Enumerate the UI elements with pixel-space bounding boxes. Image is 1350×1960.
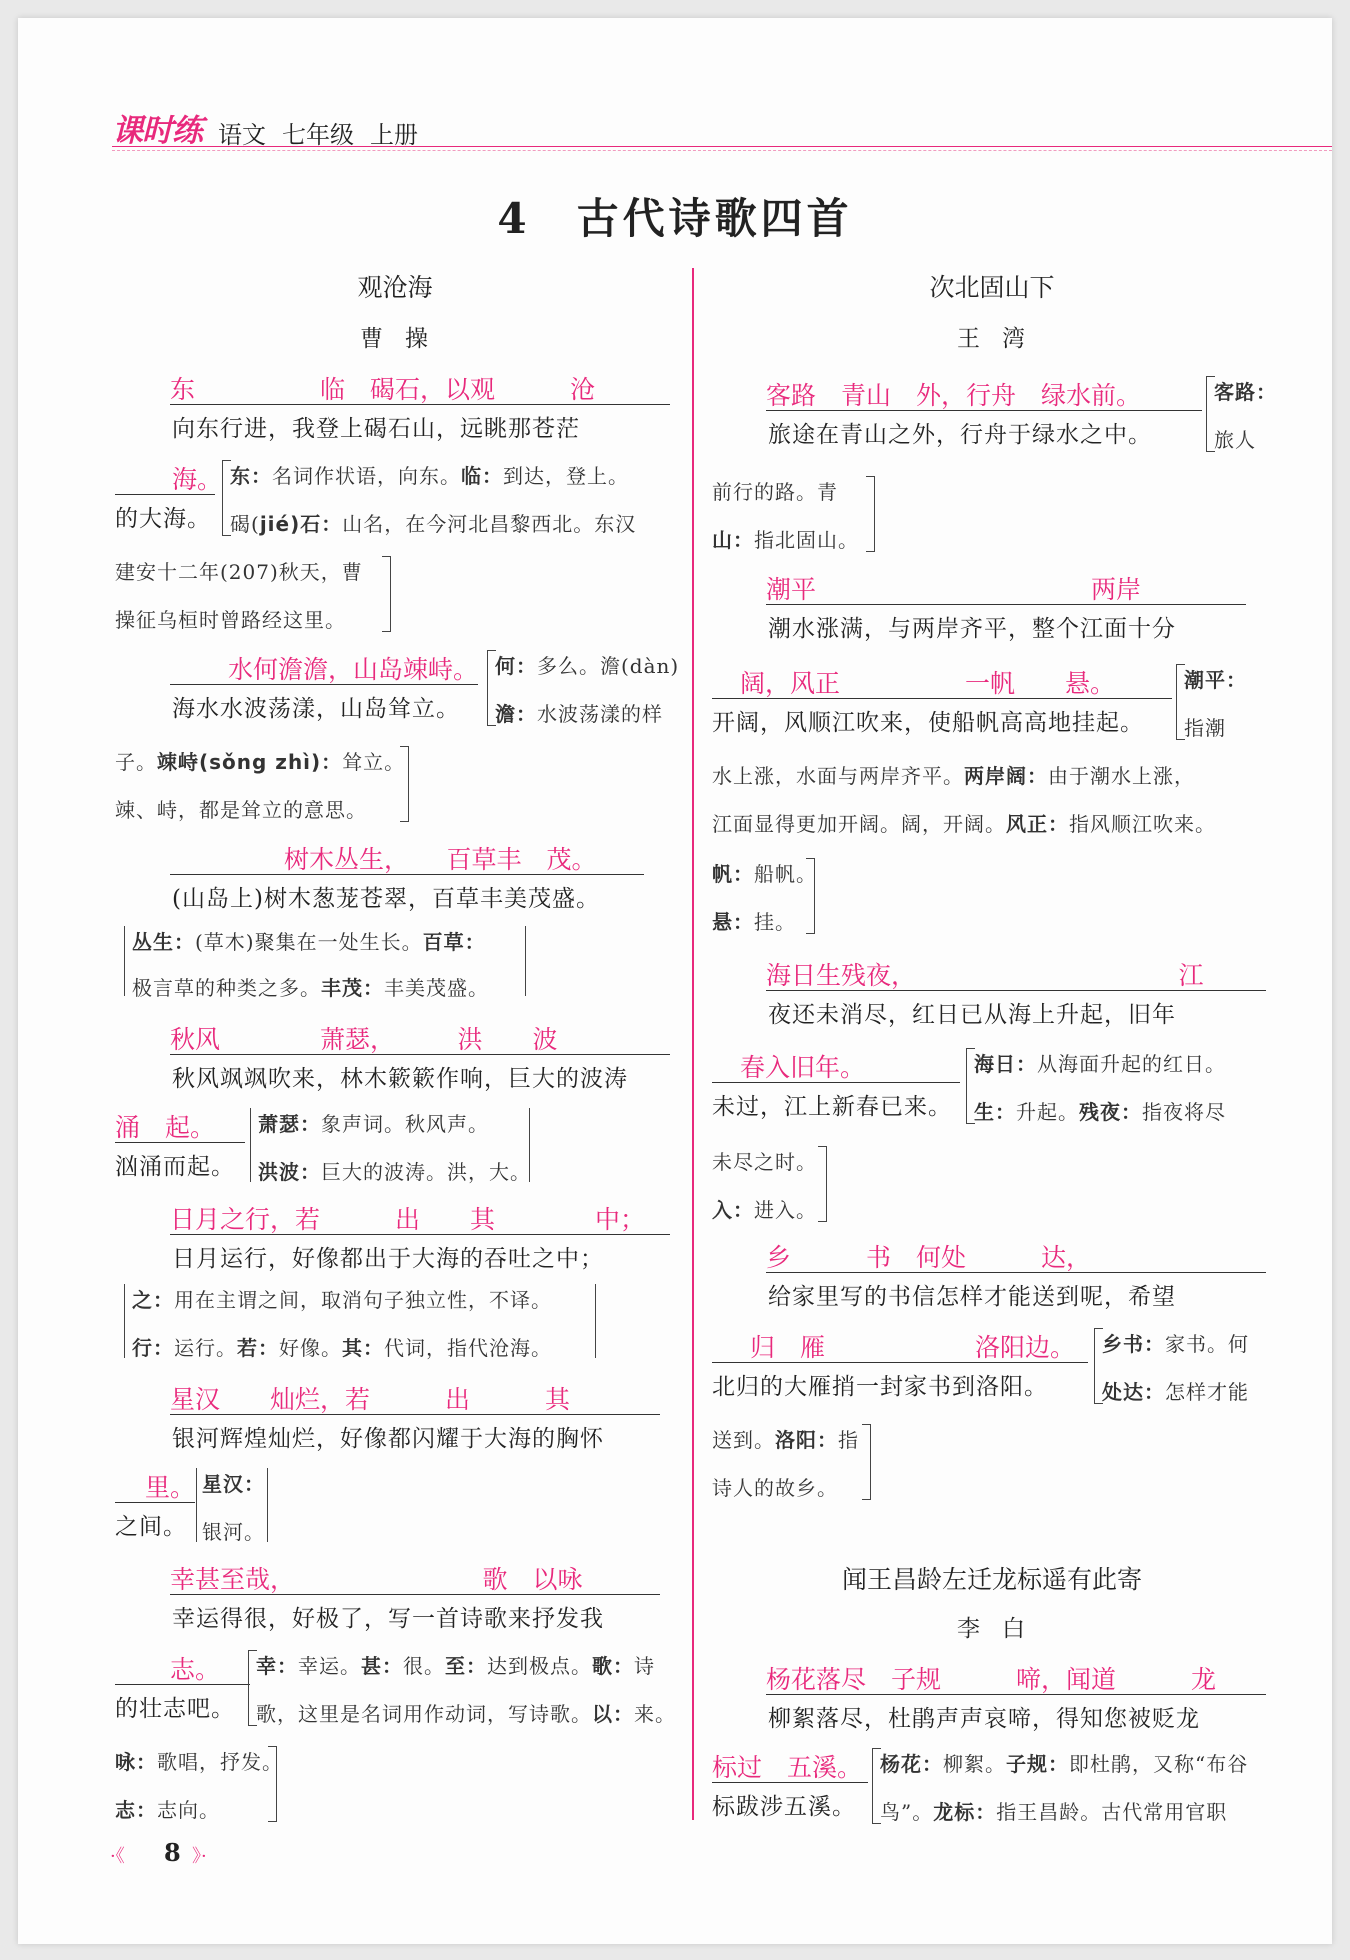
original-line: 里。 xyxy=(145,1473,196,1502)
original-line: 幸甚至哉， 歌 以咏 xyxy=(170,1565,583,1594)
annotation: 操征乌桓时曾路经这里。 xyxy=(115,608,346,632)
annotation: 海日：从海面升起的红日。 xyxy=(974,1052,1226,1076)
original-line: 海。 xyxy=(172,465,223,494)
column-divider xyxy=(692,268,694,1820)
underline xyxy=(766,410,1202,411)
underline xyxy=(712,1362,1088,1363)
original-line: 杨花落尽 子规 啼，闻道 龙 xyxy=(766,1665,1217,1694)
translation-line: 柳絮落尽，杜鹃声声哀啼，得知您被贬龙 xyxy=(768,1706,1200,1732)
underline xyxy=(115,1684,250,1685)
annotation: 建安十二年(207)秋天，曹 xyxy=(115,560,363,584)
annotation: 幸：幸运。甚：很。至：达到极点。歌：诗 xyxy=(256,1654,655,1678)
annotation: 乡书：家书。何 xyxy=(1102,1332,1249,1356)
underline xyxy=(170,874,644,875)
note-bracket xyxy=(862,1424,871,1500)
original-line: 标过 五溪。 xyxy=(712,1753,863,1782)
running-header xyxy=(112,110,418,150)
header-grade: 七年级 xyxy=(282,121,354,149)
underline xyxy=(712,698,1172,699)
translation-line: 之间。 xyxy=(115,1514,187,1540)
translation-line: 标跋涉五溪。 xyxy=(712,1794,856,1820)
brand-logo: 课时练 xyxy=(112,113,202,149)
poem-author: 王湾 xyxy=(957,326,1047,352)
underline xyxy=(170,1594,660,1595)
translation-line: 的壮志吧。 xyxy=(115,1696,235,1722)
lesson-title: 4 古代诗歌四首 xyxy=(497,194,853,243)
original-line: 日月之行，若 出 其 中； xyxy=(170,1205,646,1234)
note-bracket xyxy=(806,858,815,934)
note-bracket xyxy=(866,476,875,552)
original-line: 潮平 两岸 xyxy=(766,575,1142,604)
annotation: 澹：水波荡漾的样 xyxy=(495,702,663,726)
translation-line: 给家里写的书信怎样才能送到呢，希望 xyxy=(768,1284,1176,1310)
original-line: 树木丛生， 百草丰 茂。 xyxy=(284,845,597,874)
annotation: 处达：怎样才能 xyxy=(1102,1380,1249,1404)
annotation: 指潮 xyxy=(1184,716,1226,740)
annotation: 未尽之时。 xyxy=(712,1150,817,1174)
annotation: 志：志向。 xyxy=(115,1798,220,1822)
translation-line: 未过，江上新春已来。 xyxy=(712,1094,952,1120)
annotation: 送到。洛阳：指 xyxy=(712,1428,859,1452)
translation-line: 开阔，风顺江吹来，使船帆高高地挂起。 xyxy=(712,710,1144,736)
annotation: 星汉： xyxy=(202,1472,265,1496)
page-number-decoration: 》· xyxy=(192,1846,207,1867)
annotation: 碣(jié)石：山名，在今河北昌黎西北。东汉 xyxy=(230,512,637,536)
annotation: 潮平： xyxy=(1184,668,1247,692)
header-rule xyxy=(112,146,1332,147)
header-subject: 语文 xyxy=(218,121,266,149)
annotation: 入：进入。 xyxy=(712,1198,817,1222)
annotation: 子。竦峙(sǒng zhì)：耸立。 xyxy=(115,750,406,774)
underline xyxy=(712,1782,868,1783)
annotation: 水上涨，水面与两岸齐平。两岸阔：由于潮水上涨， xyxy=(712,764,1195,788)
page-number-decoration: ·《 xyxy=(110,1846,125,1867)
note-bracket xyxy=(268,1746,277,1822)
annotation: 萧瑟：象声词。秋风声。 xyxy=(258,1112,489,1136)
header-rule-dashed xyxy=(112,150,1332,151)
annotation: 前行的路。青 xyxy=(712,480,838,504)
translation-line: 旅途在青山之外，行舟于绿水之中。 xyxy=(768,422,1152,448)
translation-line: 潮水涨满，与两岸齐平，整个江面十分 xyxy=(768,616,1176,642)
annotation: 何：多么。澹(dàn) xyxy=(495,654,680,678)
annotation: 江面显得更加开阔。阔，开阔。风正：指风顺江吹来。 xyxy=(712,812,1216,836)
note-bracket xyxy=(382,556,391,632)
original-line: 志。 xyxy=(170,1655,221,1684)
poem-author: 曹操 xyxy=(360,326,450,352)
translation-line: 银河辉煌灿烂，好像都闪耀于大海的胸怀 xyxy=(172,1426,604,1452)
translation-line: 日月运行，好像都出于大海的吞吐之中； xyxy=(172,1246,604,1272)
translation-line: 汹涌而起。 xyxy=(115,1154,235,1180)
poem-title-guan-cang-hai: 观沧海 xyxy=(357,273,433,302)
translation-line: 北归的大雁捎一封家书到洛阳。 xyxy=(712,1374,1048,1400)
annotation: 丛生：(草木)聚集在一处生长。百草： xyxy=(132,930,486,954)
original-line: 涌 起。 xyxy=(115,1113,216,1142)
underline xyxy=(170,1234,670,1235)
poem-title-ci-bei-gu-shan-xia: 次北固山下 xyxy=(929,273,1055,302)
annotation: 竦、峙，都是耸立的意思。 xyxy=(115,798,367,822)
annotation: 诗人的故乡。 xyxy=(712,1476,838,1500)
original-line: 秋风 萧瑟， 洪 波 xyxy=(170,1025,558,1054)
original-line: 星汉 灿烂，若 出 其 xyxy=(170,1385,571,1414)
annotation: 极言草的种类之多。丰茂：丰美茂盛。 xyxy=(132,976,489,1000)
annotation: 东：名词作状语，向东。临：到达，登上。 xyxy=(230,464,629,488)
translation-line: (山岛上)树木葱茏苍翠，百草丰美茂盛。 xyxy=(172,886,600,912)
annotation: 旅人 xyxy=(1214,428,1256,452)
original-line: 归 雁 洛阳边。 xyxy=(750,1333,1076,1362)
underline xyxy=(766,604,1246,605)
underline xyxy=(712,1082,960,1083)
original-line: 乡 书 何处 达， xyxy=(766,1243,1092,1272)
underline xyxy=(170,1054,670,1055)
note-bracket xyxy=(818,1146,827,1222)
translation-line: 的大海。 xyxy=(115,506,211,532)
underline xyxy=(115,1142,245,1143)
underline xyxy=(766,1694,1266,1695)
underline xyxy=(170,1414,660,1415)
translation-line: 秋风飒飒吹来，林木簌簌作响，巨大的波涛 xyxy=(172,1066,628,1092)
annotation: 行：运行。若：好像。其：代词，指代沧海。 xyxy=(132,1336,552,1360)
underline xyxy=(115,494,215,495)
translation-line: 向东行进，我登上碣石山，远眺那苍茫 xyxy=(172,416,580,442)
annotation: 杨花：柳絮。子规：即杜鹃，又称“布谷 xyxy=(880,1752,1249,1776)
annotation: 歌，这里是名词用作动词，写诗歌。以：来。 xyxy=(256,1702,676,1726)
underline xyxy=(766,1272,1266,1273)
original-line: 客路 青山 外，行舟 绿水前。 xyxy=(766,381,1142,410)
original-line: 东 临 碣石，以观 沧 xyxy=(170,375,596,404)
annotation: 洪波：巨大的波涛。洪，大。 xyxy=(258,1160,531,1184)
poem-author: 李白 xyxy=(957,1616,1047,1642)
translation-line: 夜还未消尽，红日已从海上升起，旧年 xyxy=(768,1002,1176,1028)
annotation: 山：指北固山。 xyxy=(712,528,859,552)
note-bracket xyxy=(400,746,409,822)
annotation: 生：升起。残夜：指夜将尽 xyxy=(974,1100,1226,1124)
header-volume: 上册 xyxy=(370,121,418,149)
original-line: 春入旧年。 xyxy=(740,1053,866,1082)
underline xyxy=(170,404,670,405)
annotation: 鸟”。龙标：指王昌龄。古代常用官职 xyxy=(880,1800,1228,1824)
annotation: 之：用在主谓之间，取消句子独立性，不译。 xyxy=(132,1288,552,1312)
original-line: 海日生残夜， 江 xyxy=(766,961,1204,990)
page-number: 8 xyxy=(164,1838,181,1867)
original-line: 水何澹澹，山岛竦峙。 xyxy=(228,655,479,684)
annotation: 悬：挂。 xyxy=(712,910,796,934)
underline xyxy=(766,990,1266,991)
translation-line: 幸运得很，好极了，写一首诗歌来抒发我 xyxy=(172,1606,604,1632)
underline xyxy=(170,684,478,685)
underline xyxy=(115,1502,195,1503)
annotation: 银河。 xyxy=(202,1520,265,1544)
original-line: 阔，风正 一帆 悬。 xyxy=(740,669,1116,698)
annotation: 咏：歌唱，抒发。 xyxy=(115,1750,283,1774)
annotation: 客路： xyxy=(1214,380,1277,404)
poem-title-wen-wang-chang-ling: 闻王昌龄左迁龙标遥有此寄 xyxy=(841,1565,1142,1594)
annotation: 帆：船帆。 xyxy=(712,862,817,886)
translation-line: 海水水波荡漾，山岛耸立。 xyxy=(172,696,460,722)
